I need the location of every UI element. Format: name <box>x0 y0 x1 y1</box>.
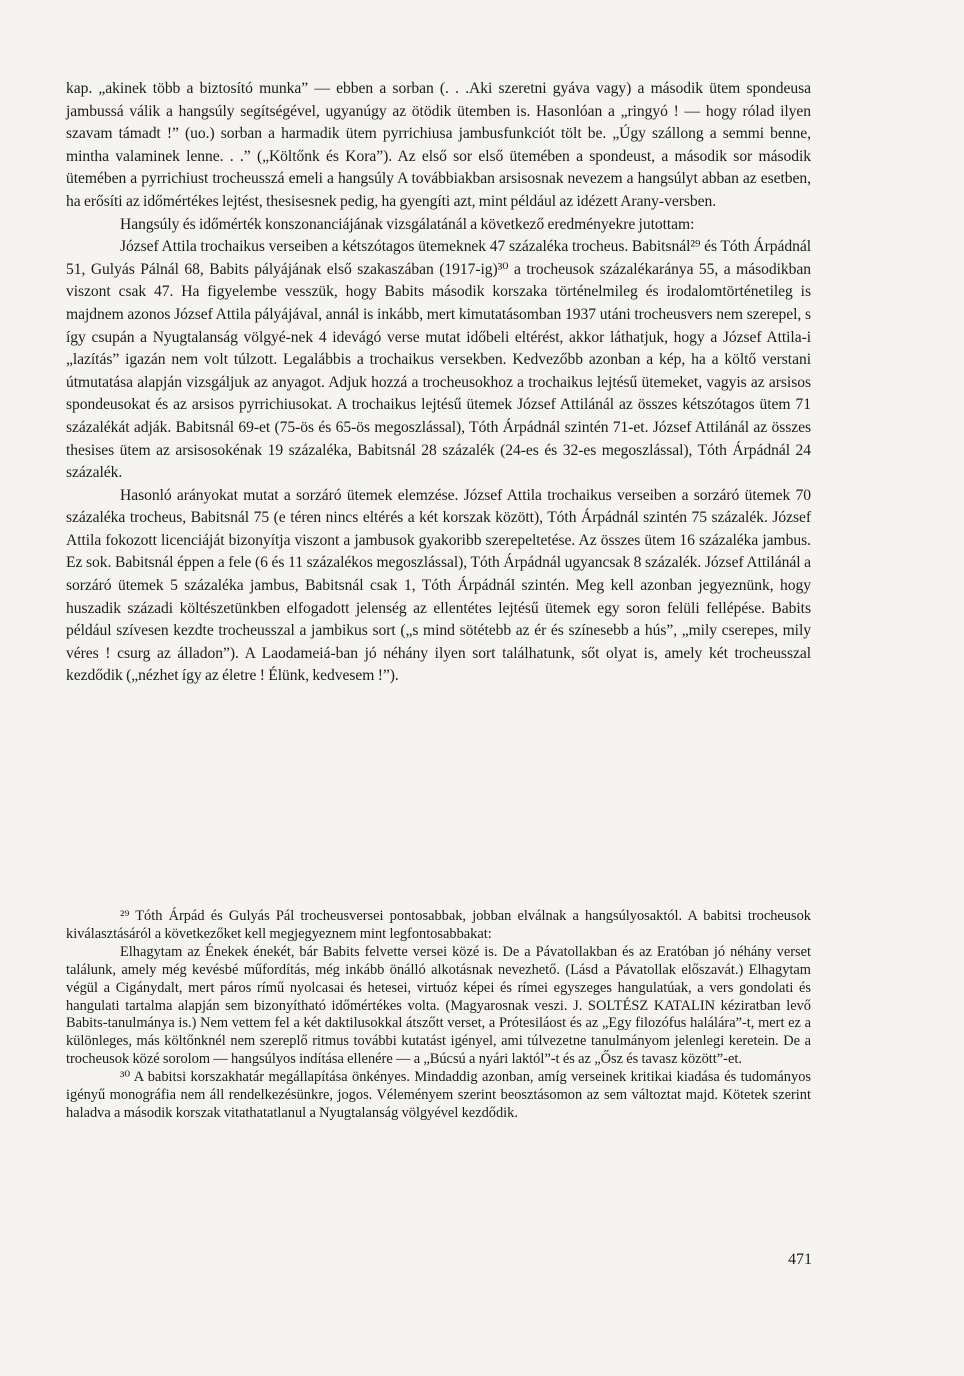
paragraph-3: József Attila trochaikus verseiben a kétszótagos ütemeknek 47 százaléka trocheus. Babitsnál²⁹ és Tóth Árpádnál 51, Gulyás Pálnál 68, Babits pályájának első szakaszában (1917-ig)³⁰ a trocheusok százalékaránya 55, a másodikban viszont csak 47. Ha figyelembe vesszük, hogy Babits második korszaka történelmileg és irodalomtörténetileg is majdnem azonos József Attila pályájával, annál is inkább, mert kimutatásomban 1937 utáni trocheusvers nem szerepel, s így csupán a Nyugtalanság völgyé-nek 4 idevágó verse mutat időbeli eltérést, akkor láthatjuk, hogy a József Attila-i „lazítás” igazán nem volt túlzott. Legalábbis a trochaikus versekben. Kedvezőbb azonban a kép, ha a költő verstani útmutatása alapján vizsgáljuk az anyagot. Adjuk hozzá a trocheusokhoz a trochaikus lejtésű ütemeket, vagyis az arsisos spondeusokat és az arsisos pyrrichiusokat. A trochaikus lejtésű ütemek József Attilánál az összes kétszótagos ütem 71 százalékát adják. Babitsnál 69-et (75-ös és 65-ös megoszlással), Tóth Árpádnál szintén 71-et. József Attilánál az összes thesises ütem az arsisosokénak 19 százaléka, Babitsnál 28 százalék (24-es és 32-es megoszlással), Tóth Árpádnál 24 százalék. <box>66 238 811 482</box>
footnote-30: ³⁰ A babitsi korszakhatár megállapítása önkényes. Mindaddig azonban, amíg verseinek kritikai kiadása és tudományos igényű monográfia nem áll rendelkezésünkre, jogos. Véleményem szerint beosztásomon az sem változtat majd. Kötetek szerint haladva a második korszak vitathatatlanul a Nyugtalanság völgyével kezdődik. <box>66 1069 811 1121</box>
paragraph-1: kap. „akinek több a biztosító munka” — ebben a sorban (. . .Aki szeretni gyáva vagy) a második ütem spondeusa jambussá válik a hangsúly segítségével, ugyanúgy az ötödik ütemben is. Hasonlóan a „ringyó ! — hogy rólad ilyen szavam támadt !” (uo.) sorban a harmadik ütem pyrrichiusa jambusfunkciót tölt be. „Úgy szállong a semmi benne, mintha valaminek lenne. . .” („Költőnk és Kora”). Az első sor első ütemében a spondeust, a második sor második ütemében a pyrrichiust trocheusszá emeli a hangsúly A továbbiakban arsisosnak nevezem a hangsúlyt abban az esetben, ha erősíti az időmértékes lejtést, thesisesnek pedig, ha gyengíti azt, mint például az idézett Arany-versben. <box>66 80 811 210</box>
footnotes <box>66 908 811 1123</box>
paragraph-4: Hasonló arányokat mutat a sorzáró ütemek elemzése. József Attila trochaikus verseiben a sorzáró ütemek 70 százaléka trocheus, Babitsnál 75 (e téren nincs eltérés a két korszak között), Tóth Árpádnál szintén 75 százalék. József Attila fokozott licenciáját bizonyítja viszont a jambusok gyakoribb szerepeltetése. Az összes ütem 16 százaléka jambus. Ez sok. Babitsnál éppen a fele (6 és 11 százalékos megoszlással), Tóth Árpádnál ugyancsak 8 százalék. József Attilánál a sorzáró ütemek 5 százaléka jambus, Babitsnál csak 1, Tóth Árpádnál szintén. Meg kell azonban jegyeznünk, hogy huszadik századi költészetünkben elfogadott jelenség az ellentétes lejtésű ütemek egy soron felüli fellépése. Babits például szívesen kezdte trocheusszal a jambikus sort („s mind sötétebb az ér és színesebb a hús”, „mily cserepes, mily véres ! csurg az álladon”). A Laodameiá-ban jó néhány ilyen sort találhatunk, sőt olyat is, amely két trocheusszal kezdődik („nézhet így az életre ! Élünk, kedvesem !”). <box>66 486 811 685</box>
page-number: 471 <box>788 1251 812 1268</box>
footnote-29: ²⁹ Tóth Árpád és Gulyás Pál trocheusversei pontosabbak, jobban elválnak a hangsúlyosaktól. A babitsi trocheusok kiválasztásáról a következőket kell megjegyeznem mint legfontosabbakat: <box>66 908 811 942</box>
paragraph-2: Hangsúly és időmérték konszonanciájának vizsgálatánál a következő eredményekre jutottam: <box>120 215 695 233</box>
main-text <box>66 78 811 688</box>
footnote-29-continued: Elhagytam az Énekek énekét, bár Babits felvette versei közé is. De a Pávatollakban és az Eratóban jó néhány verset találunk, amely még kevésbé műfordítás, még inkább önálló alkotásnak nevezhető. (Lásd a Pávatollak előszavát.) Elhagytam végül a Cigánydalt, mert páros rímű nyolcasai és hetesei, virtuóz képei és rímei egyszeges hangulatúak, a vers gondolati és hangulati tartalma alapján sem bizonyítható időmértékes volta. (Magyarosnak veszi. J. SOLTÉSZ KATALIN kéziratban levő Babits-tanulmánya is.) Nem vettem fel a két daktilusokkal átszőtt verset, a Prótesiláost és az „Egy filozófus halálára”-t, mert ez a különleges, más költőnknél nem szereplő ritmus további kutatást igényel, ami túlvezetne tanulmányom jelenlegi keretein. De a trocheusok közé sorolom — hangsúlyos indítása ellenére — a „Búcsú a nyári laktól”-t és az „Ősz és tavasz között”-et. <box>66 943 811 1068</box>
